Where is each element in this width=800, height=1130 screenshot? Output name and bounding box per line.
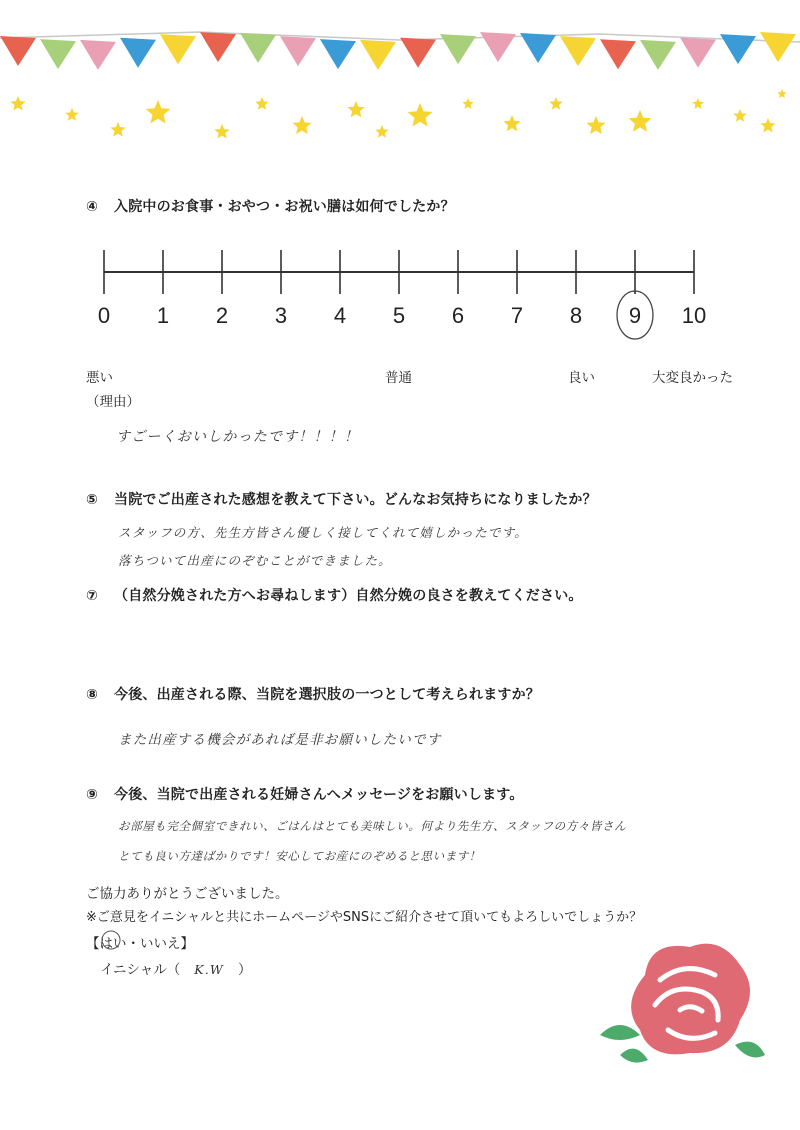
star-icon	[375, 125, 388, 138]
bunting-flag	[160, 34, 196, 64]
reason-label: （理由）	[86, 394, 140, 410]
question-4	[86, 196, 455, 216]
bunting-flag	[640, 40, 676, 70]
question-text: （自然分娩された方へお尋ねします）自然分娩の良さを教えてください。	[114, 588, 583, 604]
bunting-flag	[280, 36, 316, 66]
question-number: ⑨	[86, 787, 99, 803]
scale-tick-label: 8	[569, 303, 583, 328]
scale-tick-label: 0	[97, 303, 111, 328]
initials-value: K.W	[194, 962, 224, 977]
bunting-flag	[720, 34, 756, 64]
scale-label-normal: 普通	[385, 370, 412, 386]
star-icon	[65, 108, 78, 121]
star-icon	[408, 103, 433, 127]
question-number: ④	[86, 199, 99, 215]
question-5	[86, 489, 597, 509]
star-icon	[255, 97, 268, 110]
question-text: 今後、出産される際、当院を選択肢の一つとして考えられますか？	[114, 687, 540, 703]
star-icon	[110, 122, 125, 137]
question-9	[86, 784, 524, 804]
star-icon	[503, 115, 520, 131]
rose-stamp-decoration	[590, 935, 770, 1085]
bunting-flag	[40, 39, 76, 69]
q8-answer: また出産する機会があれば是非お願いしたいです	[118, 732, 442, 748]
question-8	[86, 684, 540, 704]
question-number: ⑦	[86, 588, 99, 604]
bunting-flag	[80, 40, 116, 70]
selected-yes-circle	[100, 929, 122, 951]
bunting-flag	[600, 39, 636, 69]
q5-answer-line-2: 落ちついて出産にのぞむことができました。	[118, 553, 392, 568]
q9-answer-line-1: お部屋も完全個室できれい、ごはんはとても美味しい。何より先生方、スタッフの方々皆さん	[118, 819, 627, 833]
question-7	[86, 585, 583, 605]
consent-question: ※ご意見をイニシャルと共にホームページやSNSにご紹介させて頂いてもよろしいでしょうか？	[86, 910, 643, 925]
star-icon	[629, 110, 652, 132]
thanks-text: ご協力ありがとうございました。	[86, 886, 289, 902]
scale-tick-label: 6	[451, 303, 465, 328]
bunting-flag	[120, 38, 156, 68]
scale-tick-label: 3	[274, 303, 288, 328]
star-icon	[347, 101, 364, 117]
star-icon	[587, 116, 606, 134]
bunting-flag	[520, 33, 556, 63]
bunting-flag	[240, 33, 276, 63]
question-text: 当院でご出産された感想を教えて下さい。どんなお気持ちになりましたか？	[114, 492, 597, 508]
scale-label-good: 良い	[568, 370, 595, 386]
bunting-flag	[560, 36, 596, 66]
star-icon	[462, 98, 473, 109]
q5-answer-line-1: スタッフの方、先生方皆さん優しく接してくれて嬉しかったです。	[118, 525, 529, 540]
bunting-flag	[680, 38, 716, 68]
star-icon	[549, 97, 562, 110]
initials-row	[100, 958, 251, 978]
question-text: 入院中のお食事・おやつ・お祝い膳は如何でしたか？	[114, 199, 455, 215]
star-icon	[146, 100, 171, 124]
rating-scale	[80, 230, 720, 340]
initials-label: イニシャル（	[100, 962, 181, 978]
scale-tick-label: 4	[333, 303, 347, 328]
bunting-flag	[200, 32, 236, 62]
scale-label-bad: 悪い	[86, 370, 113, 386]
reason-answer: すごーくおいしかったです！！！！	[116, 429, 360, 445]
bunting-flag	[440, 34, 476, 64]
star-icon	[10, 96, 25, 111]
star-icon	[293, 116, 312, 134]
scale-label-very-good: 大変良かった	[652, 370, 733, 386]
bunting-string	[0, 32, 800, 42]
star-icon	[214, 124, 229, 139]
bunting-flag	[360, 40, 396, 70]
consent-options	[86, 932, 194, 952]
star-icon	[692, 98, 703, 109]
stars-decoration	[10, 89, 786, 139]
scale-tick-label: 7	[510, 303, 524, 328]
star-icon	[760, 118, 775, 133]
bunting-flag	[480, 32, 516, 62]
question-number: ⑧	[86, 687, 99, 703]
bunting-flag	[0, 36, 36, 66]
bunting-flag	[400, 38, 436, 68]
question-text: 今後、当院で出産される妊婦さんへメッセージをお願いします。	[114, 787, 524, 803]
question-number: ⑤	[86, 492, 99, 508]
scale-tick-label: 1	[156, 303, 170, 328]
scale-tick-label: 9	[628, 303, 642, 328]
bunting-decoration	[0, 0, 800, 150]
star-icon	[733, 109, 746, 122]
bunting-flag	[760, 32, 796, 62]
scale-tick-label: 5	[392, 303, 406, 328]
scale-tick-label: 2	[215, 303, 229, 328]
initials-close: ）	[237, 962, 252, 978]
star-icon	[777, 89, 787, 98]
bunting-flag	[320, 39, 356, 69]
consent-options-text: 【はい・いいえ】	[86, 936, 194, 952]
scale-tick-label: 10	[681, 303, 707, 328]
q9-answer-line-2: とても良い方達ばかりです！安心してお産にのぞめると思います！	[118, 849, 481, 863]
